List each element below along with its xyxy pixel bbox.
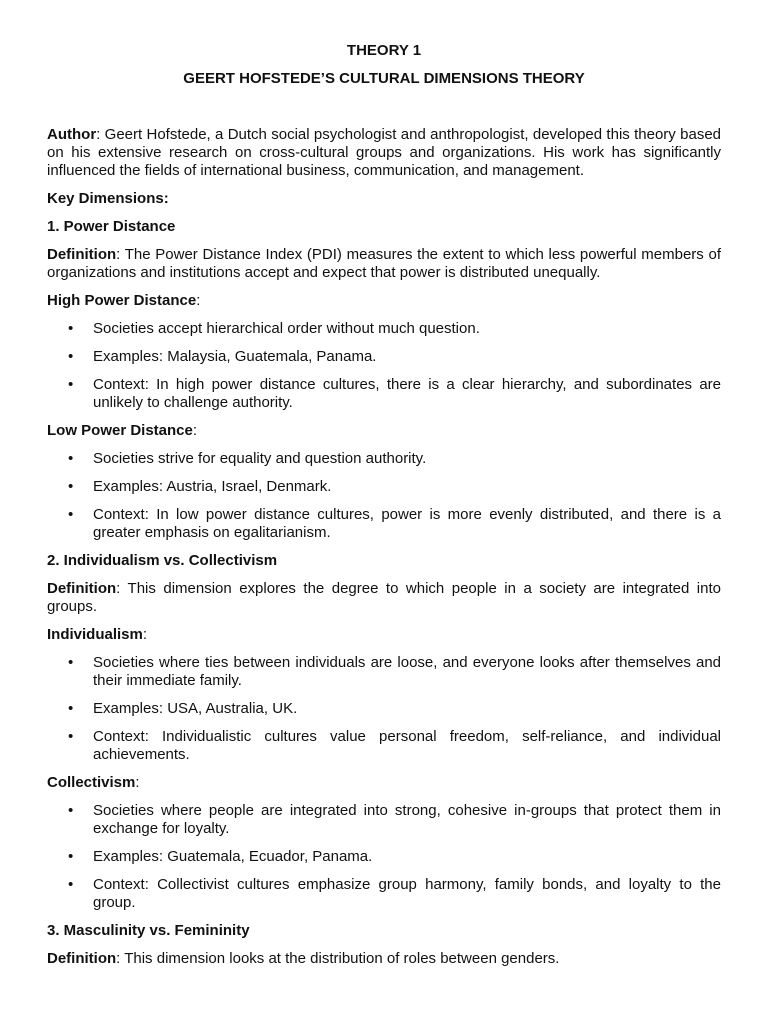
section-heading-power-distance: 1. Power Distance (47, 218, 176, 235)
list-item: • Context: Individualistic cultures value personal freedom, self-reliance, and individual achievements. (68, 728, 721, 763)
author-paragraph (47, 126, 721, 180)
list-item: • Context: Collectivist cultures emphasize group harmony, family bonds, and loyalty to the group. (68, 876, 721, 911)
bullet-icon: • (68, 450, 74, 467)
bullet-list-collectivism (47, 802, 721, 912)
bullet-icon: • (68, 654, 74, 671)
definition-label: Definition (47, 246, 117, 263)
bullet-list-low-power-distance (47, 450, 721, 542)
subheading-collectivism: Collectivism: (47, 774, 140, 791)
definition-label: Definition (47, 950, 117, 967)
definition-power-distance: Definition: The Power Distance Index (PDI) measures the extent to which less powerful members of organizations and institutions accept and expect that power is distributed unequally. (47, 246, 721, 281)
definition-masculinity: Definition: This dimension looks at the distribution of roles between genders. (47, 950, 560, 967)
list-item: • Societies where ties between individuals are loose, and everyone looks after themselves and their immediate family. (68, 654, 721, 689)
definition-individualism: Definition: This dimension explores the degree to which people in a society are integrated into groups. (47, 580, 721, 615)
bullet-icon: • (68, 802, 74, 819)
list-item: • Context: In low power distance cultures, power is more evenly distributed, and there is a greater emphasis on egalitarianism. (68, 506, 721, 541)
list-item: • Examples: USA, Australia, UK. (68, 700, 298, 717)
list-item: • Societies accept hierarchical order without much question. (68, 320, 480, 337)
author-text: : Geert Hofstede, a Dutch social psychologist and anthropologist, developed this theory based on his extensive research on cross-cultural groups and organizations. His work has significantly influenced the fields of international business, communication, and management. (47, 126, 721, 179)
bullet-icon: • (68, 506, 74, 523)
bullet-list-high-power-distance (47, 320, 721, 412)
section-heading-individualism: 2. Individualism vs. Collectivism (47, 552, 278, 569)
list-item: • Societies where people are integrated into strong, cohesive in-groups that protect them in exchange for loyalty. (68, 802, 721, 837)
bullet-icon: • (68, 848, 74, 865)
list-item: • Societies strive for equality and question authority. (68, 450, 427, 467)
document-subtitle: GEERT HOFSTEDE’S CULTURAL DIMENSIONS THEORY (183, 70, 585, 87)
bullet-icon: • (68, 478, 74, 495)
definition-label: Definition (47, 580, 117, 597)
document-body (47, 126, 721, 968)
list-item: • Context: In high power distance cultures, there is a clear hierarchy, and subordinates are unlikely to challenge authority. (68, 376, 721, 411)
bullet-icon: • (68, 728, 74, 745)
author-label: Author (47, 126, 97, 143)
bullet-icon: • (68, 376, 74, 393)
document-title: THEORY 1 (346, 42, 422, 59)
bullet-icon: • (68, 876, 74, 893)
subheading-individualism: Individualism: (47, 626, 148, 643)
list-item: • Examples: Austria, Israel, Denmark. (68, 478, 332, 495)
bullet-icon: • (68, 348, 74, 365)
bullet-icon: • (68, 320, 74, 337)
subheading-high-power-distance: High Power Distance: (47, 292, 201, 309)
subheading-low-power-distance: Low Power Distance: (47, 422, 198, 439)
bullet-list-individualism (47, 654, 721, 764)
bullet-icon: • (68, 700, 74, 717)
section-heading-masculinity: 3. Masculinity vs. Femininity (47, 922, 250, 939)
list-item: • Examples: Malaysia, Guatemala, Panama. (68, 348, 377, 365)
key-dimensions-heading: Key Dimensions: (47, 190, 169, 207)
list-item: • Examples: Guatemala, Ecuador, Panama. (68, 848, 373, 865)
